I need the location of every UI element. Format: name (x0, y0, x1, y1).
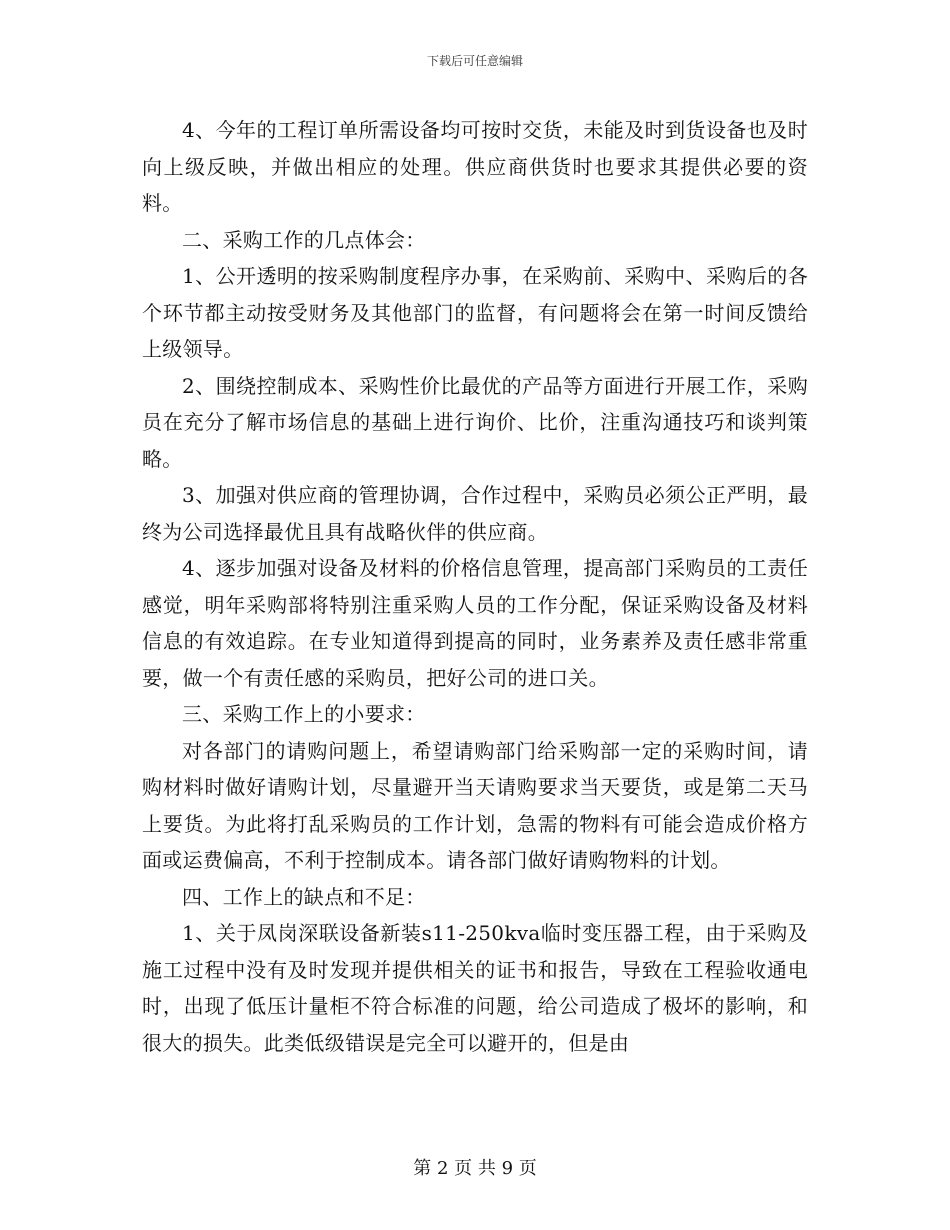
page-number-footer: 第 2 页 共 9 页 (413, 1158, 537, 1179)
paragraph-supplier-management: 3、加强对供应商的管理协调，合作过程中，采购员必须公正严明，最终为公司选择最优且具有战略伙伴的供应商。 (142, 483, 808, 544)
document-body (142, 112, 808, 1061)
section-heading-requirements: 三、采购工作上的小要求： (182, 702, 426, 726)
section-heading-experience: 二、采购工作的几点体会： (182, 227, 426, 252)
paragraph-requisition: 对各部门的请购问题上，希望请购部门给采购部一定的采购时间，请购材料时做好请购计划，尽量避开当天请购要求当天要货，或是第二天马上要货。为此将打乱采购员的工作计划，急需的物料有可能会造成价格方面或运费偏高，不利于控制成本。请各部门做好请购物料的计划。 (142, 738, 808, 872)
paragraph-cost-control: 2、围绕控制成本、采购性价比最优的产品等方面进行开展工作，采购员在充分了解市场信息的基础上进行询价、比价，注重沟通技巧和谈判策略。 (142, 373, 808, 471)
paragraph-transformer-project: 1、关于凤岗深联设备新装s11-250kva临时变压器工程，由于采购及施工过程中没有及时发现并提供相关的证书和报告，导致在工程验收通电时，出现了低压计量柜不符合标准的问题，给公司造成了极坏的影响，和很大的损失。此类低级错误是完全可以避开的，但是由 (142, 921, 808, 1055)
section-heading-shortcomings: 四、工作上的缺点和不足： (182, 884, 426, 909)
page-header-note: 下载后可任意编辑 (426, 54, 523, 68)
paragraph-delivery: 4、今年的工程订单所需设备均可按时交货，未能及时到货设备也及时向上级反映，并做出相应的处理。供应商供货时也要求其提供必要的资料。 (142, 118, 808, 215)
paragraph-transparency: 1、公开透明的按采购制度程序办事，在采购前、采购中、采购后的各个环节都主动按受财务及其他部门的监督，有问题将会在第一时间反馈给上级领导。 (142, 264, 808, 361)
paragraph-price-information: 4、逐步加强对设备及材料的价格信息管理，提高部门采购员的工责任感觉，明年采购部将特别注重采购人员的工作分配，保证采购设备及材料信息的有效追踪。在专业知道得到提高的同时，业务素养及责任感非常重要，做一个有责任感的采购员，把好公司的进口关。 (142, 556, 808, 690)
